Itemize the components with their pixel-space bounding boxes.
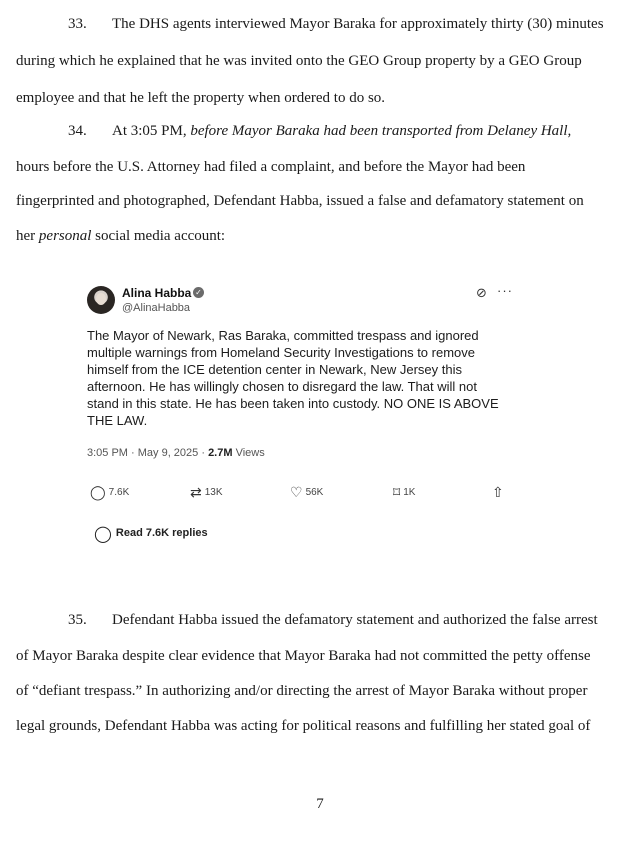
repost-icon: ⇄	[190, 484, 202, 500]
tweet-text-line: stand in this state. He has been taken into custody. NO ONE IS ABOVE	[87, 396, 499, 411]
tweet-author-handle: @AlinaHabba	[122, 302, 191, 314]
verified-badge-icon: ✓	[193, 287, 204, 298]
para-35-line-2: of Mayor Baraka despite clear evidence that Mayor Baraka had not committed the petty offense	[16, 648, 591, 664]
para-35-line-4: legal grounds, Defendant Habba was acting for political reasons and fulfilling her stated goal of	[16, 718, 591, 734]
share-button	[492, 484, 507, 501]
para-33-line-1: 33. The DHS agents interviewed Mayor Baraka for approximately thirty (30) minutes	[68, 16, 604, 32]
page-number: 7	[316, 796, 324, 812]
more-icon: ···	[497, 283, 513, 298]
tweet-text-line: afternoon. He has willingly chosen to disregard the law. That will not	[87, 379, 477, 394]
repost-button: ⇄ 13K	[190, 484, 223, 500]
like-button: ♡ 56K	[290, 484, 324, 500]
para-33-number: 33.	[68, 16, 87, 32]
tweet-text-line: himself from the ICE detention center in Newark, New Jersey this	[87, 362, 462, 377]
reply-icon: ◯	[94, 526, 112, 543]
tweet-text-line: The Mayor of Newark, Ras Baraka, committed trespass and ignored	[87, 328, 479, 343]
tweet-timestamp: 3:05 PM · May 9, 2025 · 2.7M Views	[87, 447, 265, 459]
bookmark-icon: ⌑	[393, 484, 401, 500]
para-35-line-3: of “defiant trespass.” In authorizing and/or directing the arrest of Mayor Baraka without proper	[16, 683, 588, 699]
para-35-number: 35.	[68, 612, 87, 628]
views-count: 2.7M	[208, 447, 233, 459]
para-34-line-2: hours before the U.S. Attorney had filed a complaint, and before the Mayor had been	[16, 159, 526, 175]
share-icon: ⇧	[492, 484, 504, 500]
bookmark-button: ⌑ 1K	[393, 484, 416, 500]
reply-button: ◯ 7.6K	[90, 484, 130, 500]
grok-icon: ⊘	[476, 285, 487, 300]
para-34-number: 34.	[68, 123, 87, 139]
para-34-line-3: fingerprinted and photographed, Defendant Habba, issued a false and defamatory statement on	[16, 193, 584, 209]
para-33-line-2: during which he explained that he was invited onto the GEO Group property by a GEO Group	[16, 53, 582, 69]
para-33-line-3: employee and that he left the property when ordered to do so.	[16, 90, 386, 106]
para-34-line-1: 34. At 3:05 PM, before Mayor Baraka had been transported from Delaney Hall,	[68, 123, 572, 139]
like-icon: ♡	[290, 484, 303, 500]
read-replies-link: ◯ Read 7.6K replies	[94, 526, 208, 543]
tweet-author-name: Alina Habba	[122, 286, 192, 300]
reply-icon: ◯	[90, 484, 106, 500]
para-35-line-1: 35. Defendant Habba issued the defamatory statement and authorized the false arrest	[68, 612, 598, 628]
para-34-line-4: her personal social media account:	[16, 228, 226, 244]
avatar	[87, 286, 115, 314]
tweet-text-line: THE LAW.	[87, 413, 148, 428]
tweet-text-line: multiple warnings from Homeland Security Investigations to remove	[87, 345, 476, 360]
